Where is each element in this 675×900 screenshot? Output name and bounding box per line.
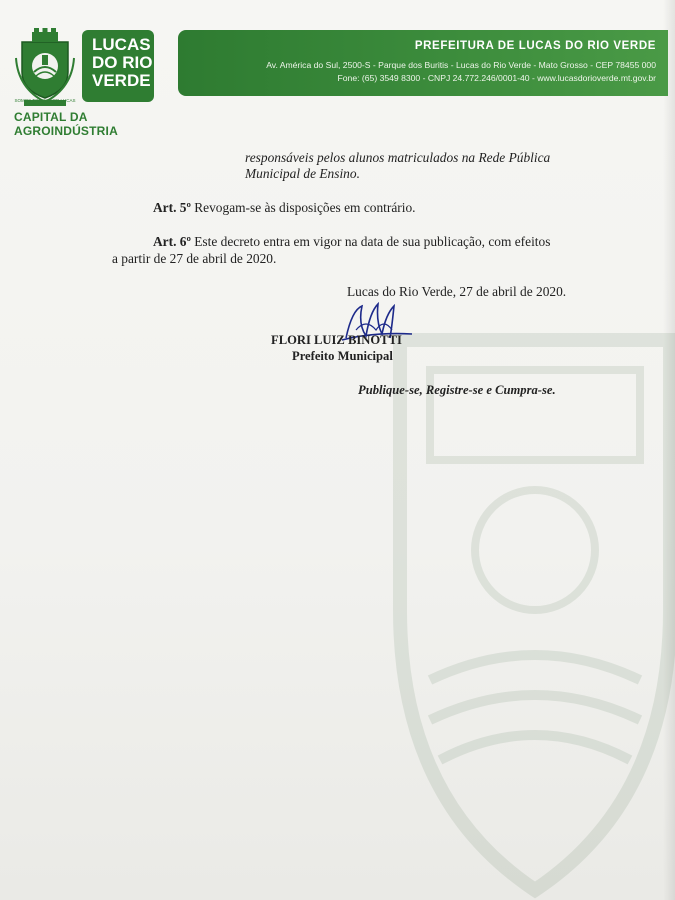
crest-watermark-icon [370,280,675,900]
article-5 [153,200,416,216]
institution-title: PREFEITURA DE LUCAS DO RIO VERDE [414,40,656,52]
article-6-text-line-2: a partir de 27 de abril de 2020. [112,251,277,266]
article-6-text-line-1: Este decreto entra em vigor na data de sua publicação, com efeitos [190,234,551,249]
brand-line-2: DO RIO [92,53,153,72]
brand-line-3: VERDE [92,71,151,90]
crest-motto: SOMOS TODOS POR LUCAS [14,98,76,103]
contact-line: Fone: (65) 3549 8300 - CNPJ 24.772.246/0001-40 - www.lucasdorioverde.mt.gov.br [337,73,656,83]
brand-line-1: LUCAS [92,35,151,54]
signatory-name: FLORI LUIZ BINOTTI [271,333,402,347]
article-5-label: Art. 5º [153,200,191,215]
address-line: Av. América do Sul, 2500-S - Parque dos Buritis - Lucas do Rio Verde - Mato Grosso - CEP 78455 000 [266,60,656,70]
brand-tagline: CAPITAL DA AGROINDÚSTRIA [14,110,118,138]
signatory-role: Prefeito Municipal [292,349,393,363]
continuation-line-1: responsáveis pelos alunos matriculados na Rede Pública [245,150,551,165]
closing-formula: Publique-se, Registre-se e Cumpra-se. [358,383,556,397]
article-6-label: Art. 6º [153,234,191,249]
article-6 [153,234,550,250]
dateline: Lucas do Rio Verde, 27 de abril de 2020. [347,284,567,299]
article-5-text: Revogam-se às disposições em contrário. [190,200,416,215]
header-banner [178,30,668,96]
continuation-line-2: Municipal de Ensino. [245,166,360,181]
brand-logo [82,30,154,102]
crest-motto-ribbon [14,95,76,105]
